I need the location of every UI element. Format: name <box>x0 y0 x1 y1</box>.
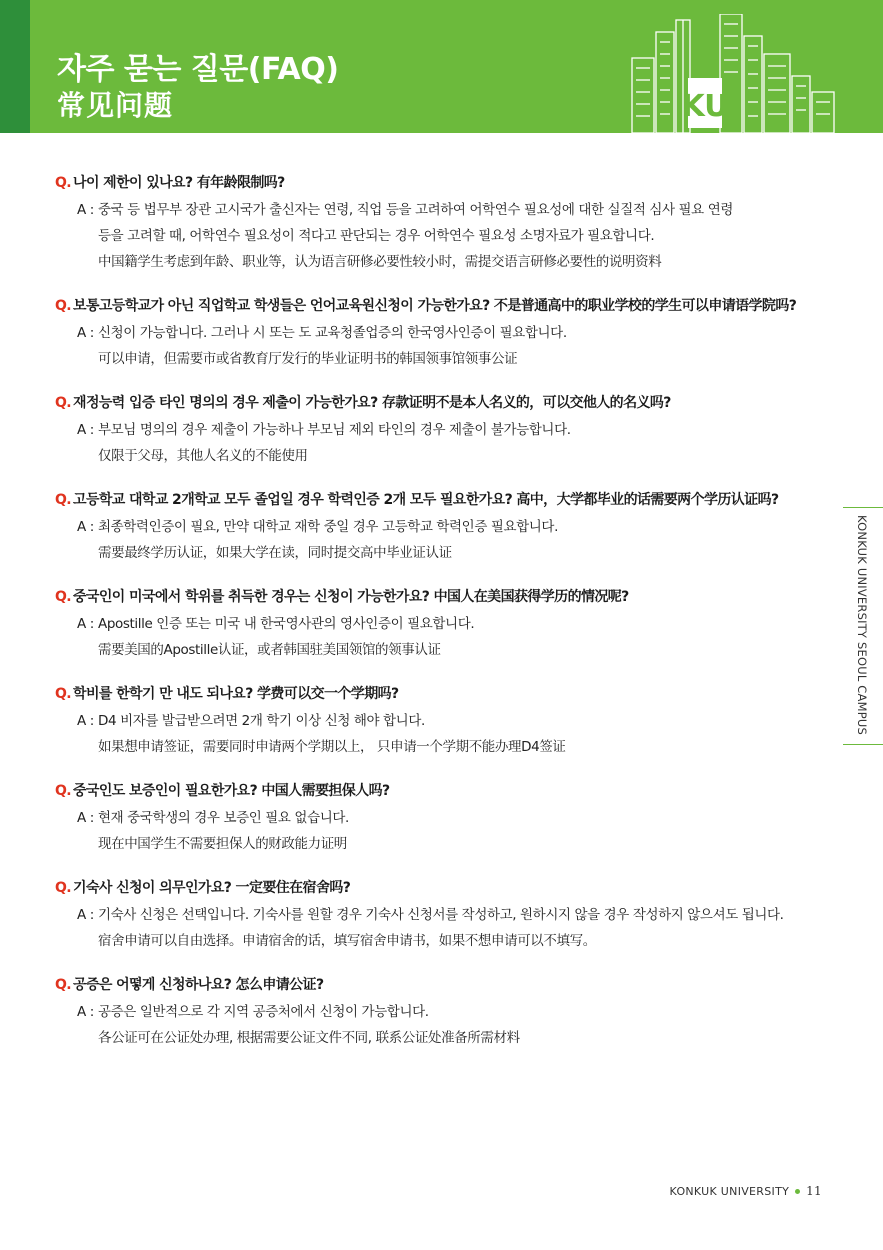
answer-text: 可以申请，但需要市或省教育厅发行的毕业证明书的韩国领事馆领事公证 <box>98 351 518 367</box>
faq-answer-line <box>55 320 830 346</box>
faq-answer-continuation <box>55 249 830 275</box>
faq-answer-continuation <box>55 1025 830 1051</box>
answer-text: 仅限于父母，其他人名义的不能使用 <box>98 448 308 464</box>
faq-answer-continuation <box>55 223 830 249</box>
faq-item <box>55 172 830 275</box>
answer-text: 宿舍申请可以自由选择。申请宿舍的话，填写宿舍申请书，如果不想申请可以不填写。 <box>98 933 596 949</box>
faq-question <box>55 780 830 802</box>
faq-question <box>55 877 830 899</box>
question-text: 재정능력 입증 타인 명의의 경우 제출이 가능한가요? 存款证明不是本人名义的，可以交他人的名义吗? <box>73 395 671 411</box>
faq-question <box>55 489 830 511</box>
answer-text: 需要最终学历认证，如果大学在读，同时提交高中毕业证认证 <box>98 545 452 561</box>
side-campus-label: KONKUK UNIVERSITY SEOUL CAMPUS <box>855 515 869 735</box>
faq-answer-line <box>55 805 830 831</box>
faq-answer-line <box>55 197 830 223</box>
ku-buildings-logo <box>628 14 836 133</box>
faq-item <box>55 683 830 760</box>
page-header <box>0 0 883 133</box>
question-marker: Q. <box>55 298 72 314</box>
question-marker: Q. <box>55 589 72 605</box>
faq-item <box>55 586 830 663</box>
answer-text: 기숙사 신청은 선택입니다. 기숙사를 원할 경우 기숙사 신청서를 작성하고, 원하시지 않을 경우 작성하지 않으셔도 됩니다. <box>98 907 784 923</box>
question-marker: Q. <box>55 977 72 993</box>
faq-question <box>55 586 830 608</box>
question-text: 나이 제한이 있나요? 有年龄限制吗? <box>73 175 285 191</box>
answer-text: 등을 고려할 때, 어학연수 필요성이 적다고 판단되는 경우 어학연수 필요성 소명자료가 필요합니다. <box>98 228 655 244</box>
faq-item <box>55 974 830 1051</box>
answer-marker: A : <box>77 519 94 535</box>
question-text: 공증은 어떻게 신청하나요? 怎么申请公证? <box>73 977 324 993</box>
question-text: 보통고등학교가 아닌 직업학교 학생들은 언어교육원신청이 가능한가요? 不是普通高中的职业学校的学生可以申请语学院吗? <box>73 298 797 314</box>
answer-text: 최종학력인증이 필요, 만약 대학교 재학 중일 경우 고등학교 학력인증 필요합니다. <box>98 519 558 535</box>
answer-text: 현재 중국학생의 경우 보증인 필요 없습니다. <box>98 810 349 826</box>
answer-text: 如果想申请签证，需要同时申请两个学期以上， 只申请一个学期不能办理D4签证 <box>98 739 566 755</box>
answer-marker: A : <box>77 810 94 826</box>
answer-text: 需要美国的Apostille认证，或者韩国驻美国领馆的领事认证 <box>98 642 441 658</box>
faq-answer-continuation <box>55 637 830 663</box>
faq-answer-continuation <box>55 831 830 857</box>
page-title-chinese: 常见问题 <box>57 89 174 122</box>
answer-text: 공증은 일반적으로 각 지역 공증처에서 신청이 가능합니다. <box>98 1004 429 1020</box>
footer-dot-icon <box>795 1189 800 1194</box>
faq-answer-continuation <box>55 346 830 372</box>
question-marker: Q. <box>55 686 72 702</box>
faq-item <box>55 877 830 954</box>
answer-marker: A : <box>77 713 94 729</box>
faq-question <box>55 295 830 317</box>
question-marker: Q. <box>55 492 72 508</box>
faq-item <box>55 392 830 469</box>
answer-text: 부모님 명의의 경우 제출이 가능하나 부모님 제외 타인의 경우 제출이 불가능합니다. <box>98 422 571 438</box>
faq-answer-continuation <box>55 443 830 469</box>
faq-item <box>55 295 830 372</box>
question-marker: Q. <box>55 783 72 799</box>
page-number: 11 <box>806 1184 822 1198</box>
faq-answer-continuation <box>55 540 830 566</box>
answer-marker: A : <box>77 907 94 923</box>
page-title-korean: 자주 묻는 질문(FAQ) <box>57 52 339 87</box>
answer-text: 신청이 가능합니다. 그러나 시 또는 도 교육청졸업증의 한국영사인증이 필요합니다. <box>98 325 567 341</box>
faq-question <box>55 683 830 705</box>
question-marker: Q. <box>55 395 72 411</box>
faq-question <box>55 392 830 414</box>
answer-text: Apostille 인증 또는 미국 내 한국영사관의 영사인증이 필요합니다. <box>98 616 475 632</box>
faq-list <box>55 172 830 1071</box>
answer-marker: A : <box>77 325 94 341</box>
faq-answer-line <box>55 999 830 1025</box>
ku-logo-text: KU <box>681 89 729 124</box>
question-marker: Q. <box>55 175 72 191</box>
answer-text: 现在中国学生不需要担保人的财政能力证明 <box>98 836 347 852</box>
faq-answer-continuation <box>55 734 830 760</box>
question-text: 기숙사 신청이 의무인가요? 一定要住在宿舍吗? <box>73 880 351 896</box>
faq-answer-line <box>55 417 830 443</box>
faq-answer-line <box>55 514 830 540</box>
answer-text: 中国籍学生考虑到年龄、职业等，认为语言研修必要性较小时，需提交语言研修必要性的说明资料 <box>98 254 662 270</box>
question-marker: Q. <box>55 880 72 896</box>
question-text: 학비를 한학기 만 내도 되나요? 学费可以交一个学期吗? <box>73 686 399 702</box>
header-accent-strip <box>0 0 30 133</box>
faq-answer-continuation <box>55 928 830 954</box>
answer-marker: A : <box>77 1004 94 1020</box>
question-text: 고등학교 대학교 2개학교 모두 졸업일 경우 학력인증 2개 모두 필요한가요? 高中，大学都毕业的话需要两个学历认证吗? <box>73 492 779 508</box>
page-footer <box>670 1184 822 1198</box>
answer-marker: A : <box>77 616 94 632</box>
side-divider-bottom <box>843 744 883 745</box>
question-text: 중국인도 보증인이 필요한가요? 中国人需要担保人吗? <box>73 783 390 799</box>
answer-marker: A : <box>77 202 94 218</box>
answer-marker: A : <box>77 422 94 438</box>
faq-item <box>55 780 830 857</box>
footer-university-name: KONKUK UNIVERSITY <box>669 1185 790 1198</box>
faq-question <box>55 172 830 194</box>
side-divider-top <box>843 507 883 508</box>
faq-answer-line <box>55 611 830 637</box>
faq-answer-line <box>55 902 830 928</box>
question-text: 중국인이 미국에서 학위를 취득한 경우는 신청이 가능한가요? 中国人在美国获得学历的情况呢? <box>73 589 629 605</box>
answer-text: D4 비자를 발급받으려면 2개 학기 이상 신청 해야 합니다. <box>98 713 425 729</box>
faq-answer-line <box>55 708 830 734</box>
answer-text: 중국 등 법무부 장관 고시국가 출신자는 연령, 직업 등을 고려하여 어학연수 필요성에 대한 실질적 심사 필요 연령 <box>98 202 733 218</box>
faq-question <box>55 974 830 996</box>
answer-text: 各公证可在公证处办理, 根据需要公证文件不同, 联系公证处准备所需材料 <box>98 1030 520 1046</box>
faq-item <box>55 489 830 566</box>
